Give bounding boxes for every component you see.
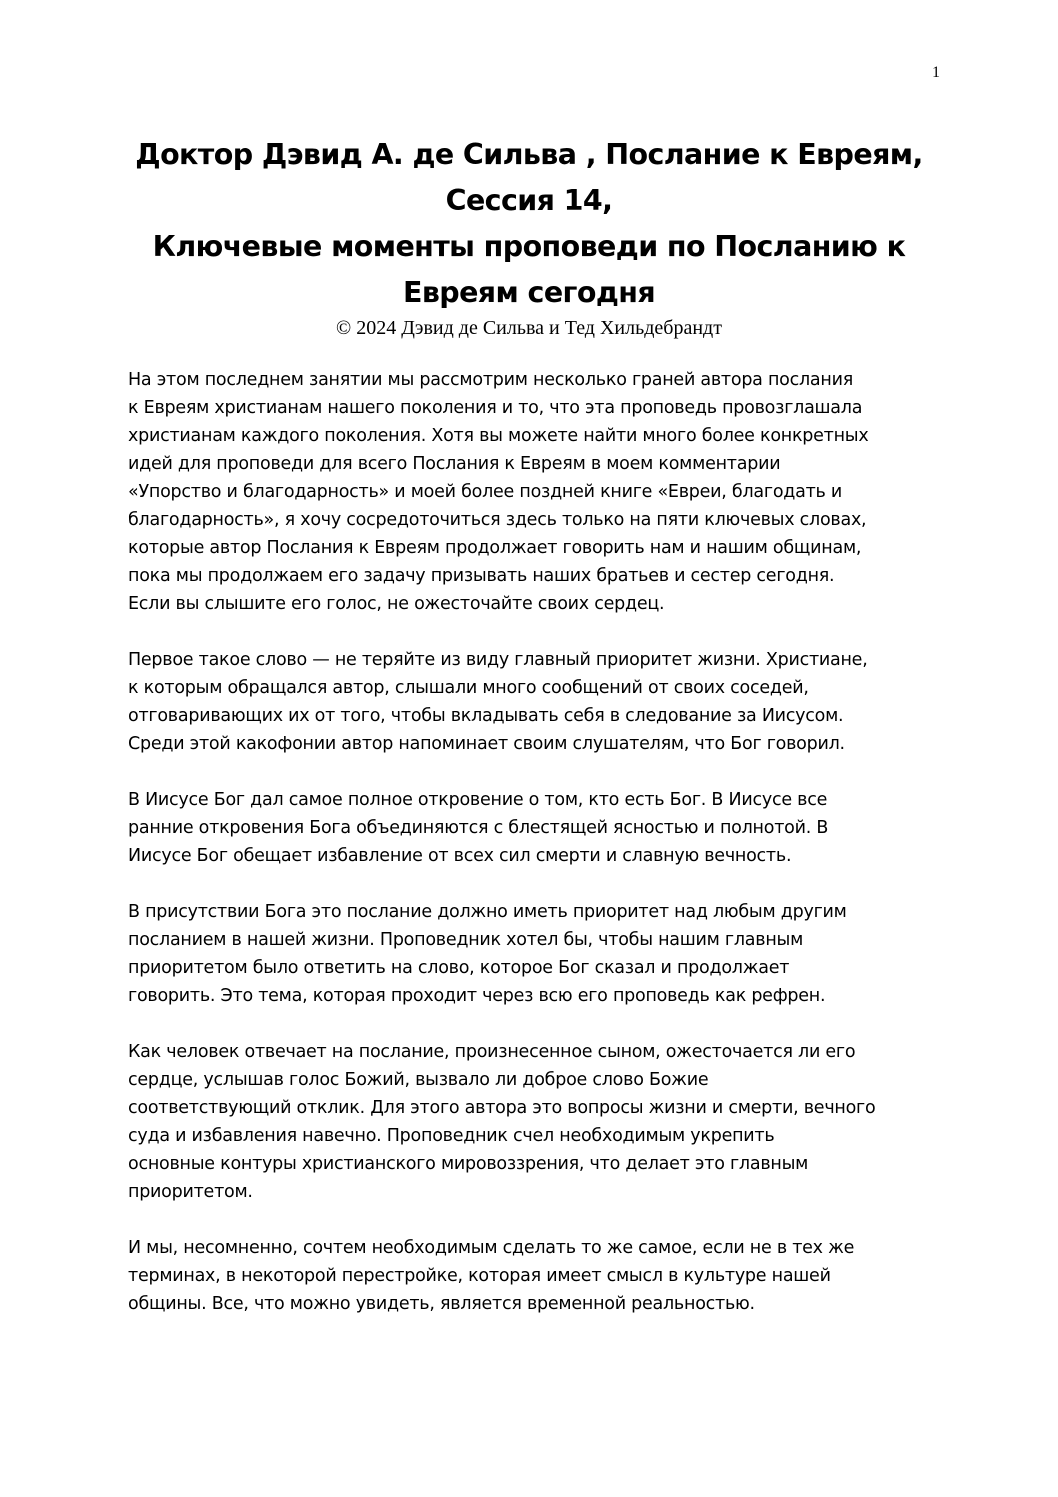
text-line: сердце, услышав голос Божий, вызвало ли доброе слово Божие (128, 1070, 709, 1090)
text-line: ранние откровения Бога объединяются с блестящей ясностью и полнотой. В (128, 818, 829, 838)
text-line: И мы, несомненно, сочтем необходимым сделать то же самое, если не в тех же (128, 1238, 855, 1258)
copyright-notice: © 2024 Дэвид де Сильва и Тед Хильдебрандт (336, 317, 722, 339)
text-line: приоритетом было ответить на слово, которое Бог сказал и продолжает (128, 958, 790, 978)
paragraph (128, 646, 938, 758)
text-line: На этом последнем занятии мы рассмотрим несколько граней автора послания (128, 370, 853, 390)
text-line: основные контуры христианского мировоззрения, что делает это главным (128, 1154, 809, 1174)
page-number: 1 (932, 64, 940, 81)
paragraph (128, 1234, 938, 1318)
text-line: к которым обращался автор, слышали много сообщений от своих соседей, (128, 678, 809, 698)
text-line: Как человек отвечает на послание, произнесенное сыном, ожесточается ли его (128, 1042, 856, 1062)
title-line: Евреям сегодня (402, 276, 656, 309)
text-line: общины. Все, что можно увидеть, является временной реальностью. (128, 1294, 755, 1314)
text-line: посланием в нашей жизни. Проповедник хотел бы, чтобы нашим главным (128, 930, 804, 950)
document-header (100, 132, 958, 342)
text-line: Если вы слышите его голос, не ожесточайте своих сердец. (128, 594, 665, 614)
text-line: «Упорство и благодарность» и моей более поздней книге «Евреи, благодать и (128, 482, 843, 502)
paragraph (128, 1038, 938, 1206)
text-line: к Евреям христианам нашего поколения и то, что эта проповедь провозглашала (128, 398, 863, 418)
text-line: Среди этой какофонии автор напоминает своим слушателям, что Бог говорил. (128, 734, 845, 754)
paragraph (128, 366, 938, 618)
text-line: Первое такое слово — не теряйте из виду главный приоритет жизни. Христиане, (128, 650, 868, 670)
paragraph (128, 786, 938, 870)
text-line: приоритетом. (128, 1182, 253, 1202)
text-line: пока мы продолжаем его задачу призывать наших братьев и сестер сегодня. (128, 566, 835, 586)
text-line: Иисусе Бог обещает избавление от всех сил смерти и славную вечность. (128, 846, 792, 866)
title-line: Ключевые моменты проповеди по Посланию к (152, 230, 906, 263)
text-line: терминах, в некоторой перестройке, которая имеет смысл в культуре нашей (128, 1266, 831, 1286)
text-line: христианам каждого поколения. Хотя вы можете найти много более конкретных (128, 426, 869, 446)
text-line: соответствующий отклик. Для этого автора это вопросы жизни и смерти, вечного (128, 1098, 876, 1118)
title-line: Сессия 14, (445, 184, 613, 217)
text-line: отговаривающих их от того, чтобы вкладывать себя в следование за Иисусом. (128, 706, 844, 726)
text-line: В Иисусе Бог дал самое полное откровение о том, кто есть Бог. В Иисусе все (128, 790, 828, 810)
text-line: которые автор Послания к Евреям продолжает говорить нам и нашим общинам, (128, 538, 862, 558)
text-line: идей для проповеди для всего Послания к Евреям в моем комментарии (128, 454, 781, 474)
document-body (128, 366, 938, 1346)
paragraph (128, 898, 938, 1010)
text-line: суда и избавления навечно. Проповедник счел необходимым укрепить (128, 1126, 775, 1146)
title-line: Доктор Дэвид А. де Сильва , Послание к Евреям, (135, 138, 923, 171)
text-line: говорить. Это тема, которая проходит через всю его проповедь как рефрен. (128, 986, 826, 1006)
text-line: В присутствии Бога это послание должно иметь приоритет над любым другим (128, 902, 847, 922)
text-line: благодарность», я хочу сосредоточиться здесь только на пяти ключевых словах, (128, 510, 867, 530)
